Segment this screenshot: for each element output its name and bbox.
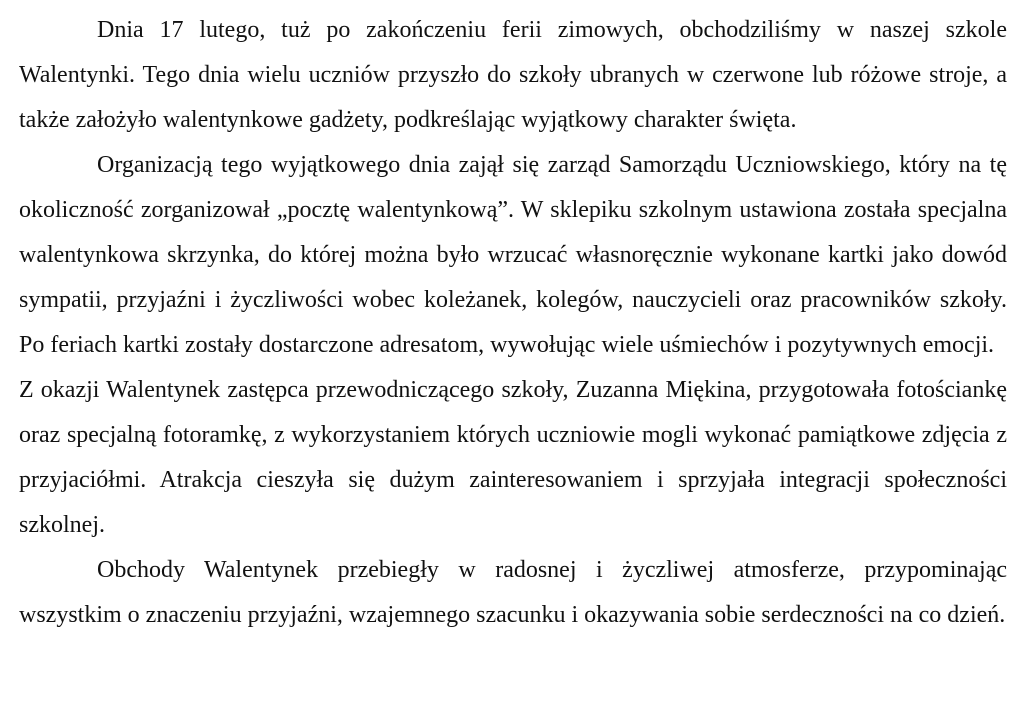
paragraph-valentines-day: Dnia 17 lutego, tuż po zakończeniu ferii zimowych, obchodziliśmy w naszej szkole Walentynki. Tego dnia wielu uczniów przyszło do szkoły ubranych w czerwone lub różowe stroje, a także założyło walentynkowe gadżety, podkreślając wyjątkowy charakter święta.: [19, 17, 1007, 133]
document-page: [19, 8, 1007, 638]
paragraph-photo-wall: Z okazji Walentynek zastępca przewodniczącego szkoły, Zuzanna Miękina, przygotowała fotościankę oraz specjalną fotoramkę, z wykorzystaniem których uczniowie mogli wykonać pamiątkowe zdjęcia z przyjaciółmi. Atrakcja cieszyła się dużym zainteresowaniem i sprzyjała integracji społeczności szkolnej.: [19, 377, 1007, 538]
paragraph-summary: Obchody Walentynek przebiegły w radosnej i życzliwej atmosferze, przypominając wszystkim o znaczeniu przyjaźni, wzajemnego szacunku i okazywania sobie serdeczności na co dzień.: [19, 557, 1007, 628]
paragraph-valentine-post: Organizacją tego wyjątkowego dnia zajął się zarząd Samorządu Uczniowskiego, który na tę okoliczność zorganizował „pocztę walentynkową”. W sklepiku szkolnym ustawiona została specjalna walentynkowa skrzynka, do której można było wrzucać własnoręcznie wykonane kartki jako dowód sympatii, przyjaźni i życzliwości wobec koleżanek, kolegów, nauczycieli oraz pracowników szkoły. Po feriach kartki zostały dostarczone adresatom, wywołując wiele uśmiechów i pozytywnych emocji.: [19, 152, 1007, 358]
